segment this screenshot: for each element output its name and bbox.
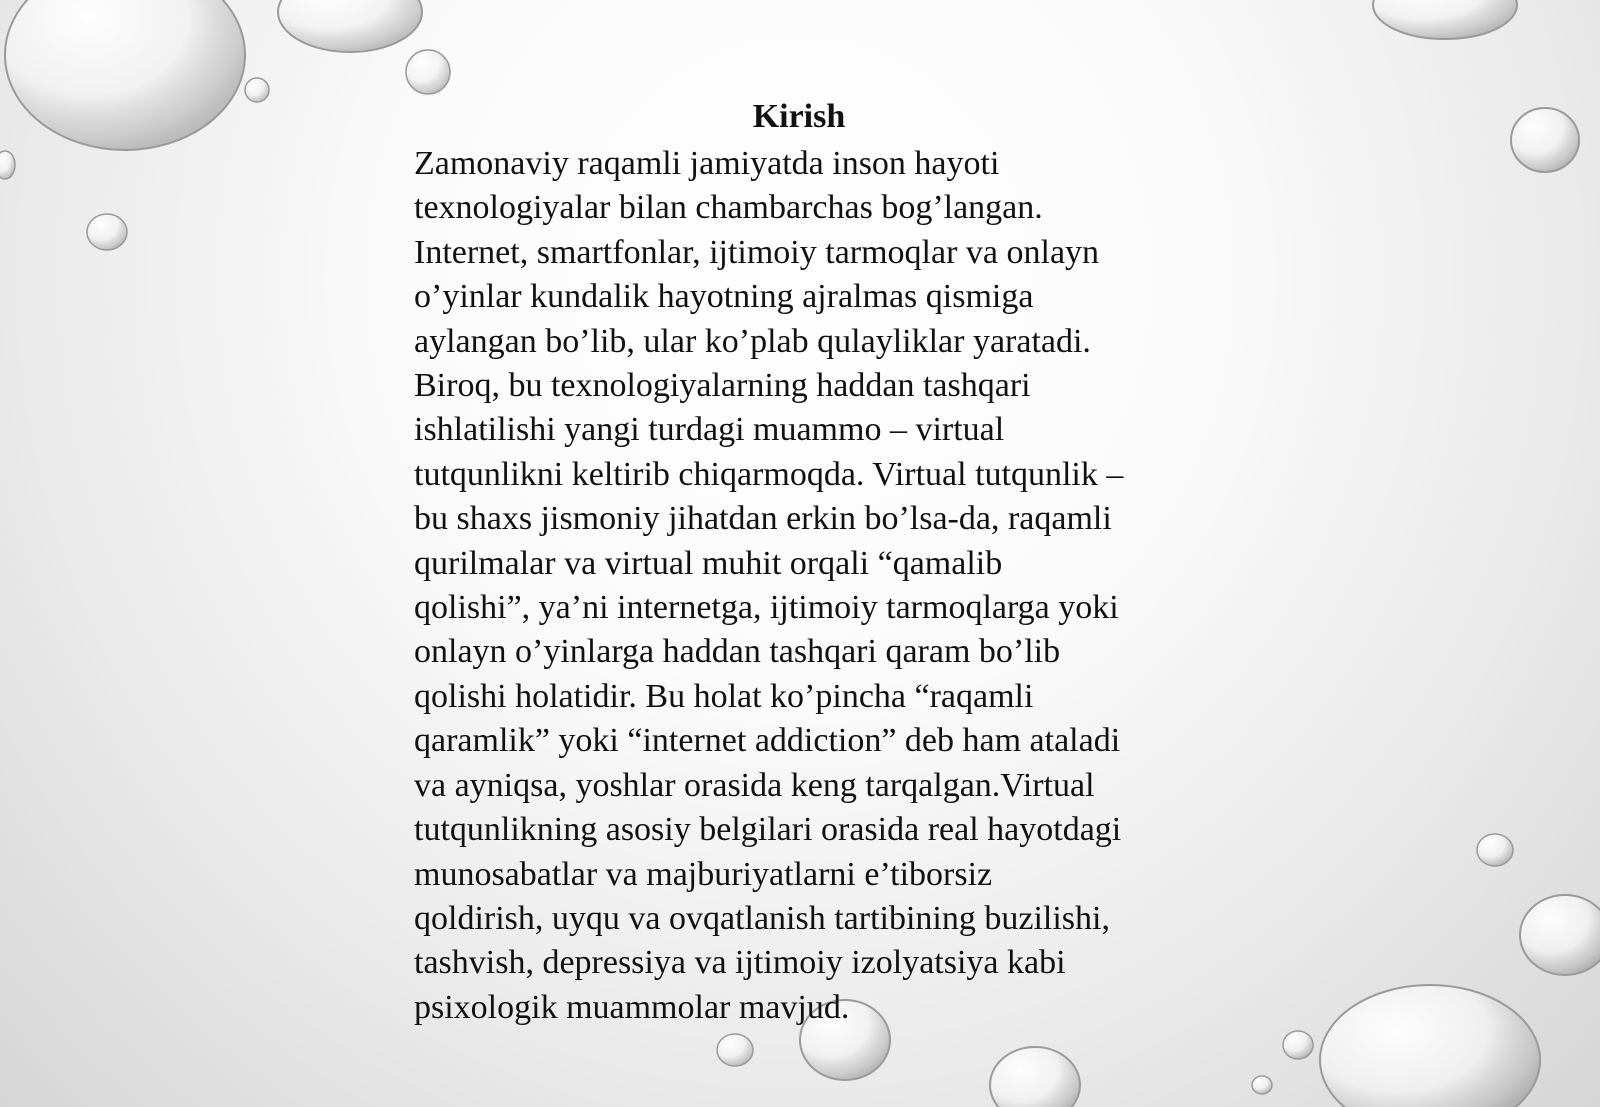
body-line: qaramlik” yoki “internet addiction” deb ham ataladi [414,722,1121,760]
body-line: qurilmalar va virtual muhit orqali “qamalib [414,544,1003,582]
body-line: texnologiyalar bilan chambarchas bog’langan. [414,189,1043,227]
slide-title: Kirish [752,98,846,135]
slide-body-text [414,142,1204,1030]
droplets-top-left [0,0,450,250]
body-line: tutqunlikni keltirib chiqarmoqda. Virtual tutqunlik – [414,455,1124,493]
body-line: qoldirish, uyqu va ovqatlanish tartibining buzilishi, [414,899,1110,937]
body-line: tutqunlikning asosiy belgilari orasida real hayotdagi [414,811,1122,849]
body-line: Internet, smartfonlar, ijtimoiy tarmoqlar va onlayn [414,233,1100,271]
body-line: qolishi holatidir. Bu holat ko’pincha “raqamli [414,677,1034,715]
body-line: Zamonaviy raqamli jamiyatda inson hayoti [414,145,1000,182]
body-line: munosabatlar va majburiyatlarni e’tiborsiz [414,855,993,893]
body-line: Biroq, bu texnologiyalarning haddan tashqari [414,367,1031,405]
body-line: ishlatilishi yangi turdagi muammo – virtual [414,411,1005,449]
droplets-top-right [1373,0,1579,172]
body-line: bu shaxs jismoniy jihatdan erkin bo’lsa-da, raqamli [414,500,1112,538]
body-line: o’yinlar kundalik hayotning ajralmas qismiga [414,278,1034,316]
body-line: psixologik muammolar mavjud. [414,988,850,1026]
body-line: va ayniqsa, yoshlar orasida keng tarqalgan.Virtual [414,766,1095,804]
body-line: qolishi”, ya’ni internetga, ijtimoiy tarmoqlarga yoki [414,589,1119,627]
body-line: onlayn o’yinlarga haddan tashqari qaram bo’lib [414,633,1061,671]
body-line: tashvish, depressiya va ijtimoiy izolyatsiya kabi [414,944,1066,982]
body-line: aylangan bo’lib, ular ko’plab qulayliklar yaratadi. [414,322,1091,360]
